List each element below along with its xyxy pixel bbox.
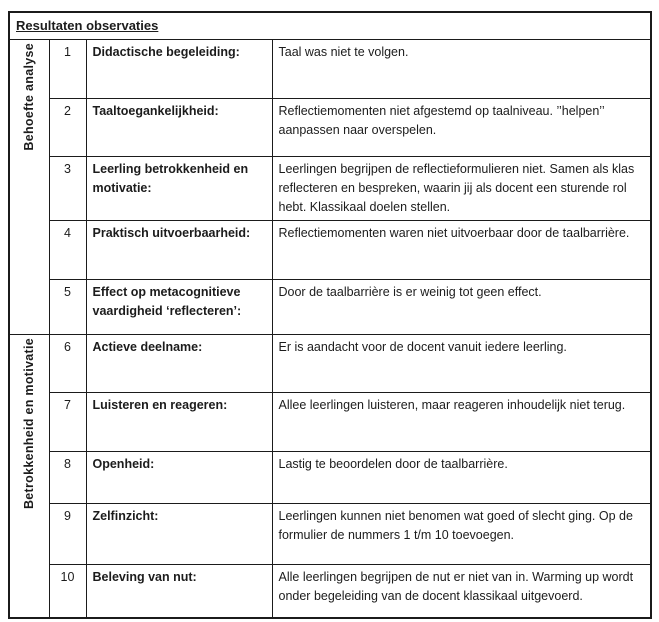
row-number: 1 <box>49 40 86 99</box>
row-label: Leerling betrokkenheid en motivatie: <box>86 157 272 221</box>
row-number: 4 <box>49 221 86 280</box>
row-label: Beleving van nut: <box>86 565 272 618</box>
row-description: Leerlingen begrijpen de reflectieformulieren niet. Samen als klas reflecteren en bespreken, waarin jij als docent een sturende rol hebt. Klassikaal doelen stellen. <box>272 157 651 221</box>
row-description: Door de taalbarrière is er weinig tot geen effect. <box>272 280 651 335</box>
row-description: Lastig te beoordelen door de taalbarrière. <box>272 452 651 504</box>
row-label: Zelfinzicht: <box>86 504 272 565</box>
section-label-cell-betrokkenheid-en-motivatie <box>9 335 49 618</box>
row-description: Reflectiemomenten niet afgestemd op taalniveau. ’’helpen’’ aanpassen naar overspelen. <box>272 99 651 157</box>
table-row <box>9 565 651 618</box>
table-row <box>9 335 651 393</box>
row-label: Taaltoegankelijkheid: <box>86 99 272 157</box>
row-description: Alle leerlingen begrijpen de nut er niet van in. Warming up wordt onder begeleiding van de docent klassikaal uitgevoerd. <box>272 565 651 618</box>
section-label-behoefte-analyse: Behoefte analyse <box>21 43 36 151</box>
row-label: Praktisch uitvoerbaarheid: <box>86 221 272 280</box>
table-row <box>9 393 651 452</box>
row-number: 8 <box>49 452 86 504</box>
row-label: Effect op metacognitieve vaardigheid ‘reflecteren’: <box>86 280 272 335</box>
row-description: Reflectiemomenten waren niet uitvoerbaar door de taalbarrière. <box>272 221 651 280</box>
row-label: Luisteren en reageren: <box>86 393 272 452</box>
row-description: Er is aandacht voor de docent vanuit iedere leerling. <box>272 335 651 393</box>
observations-table <box>8 11 652 619</box>
table-title: Resultaten observaties <box>16 18 159 33</box>
section-label-cell-behoefte-analyse <box>9 40 49 335</box>
table-row <box>9 504 651 565</box>
row-description: Leerlingen kunnen niet benomen wat goed of slecht ging. Op de formulier de nummers 1 t/m 10 toevoegen. <box>272 504 651 565</box>
row-number: 7 <box>49 393 86 452</box>
table-row <box>9 157 651 221</box>
table-row <box>9 99 651 157</box>
row-number: 3 <box>49 157 86 221</box>
table-header-row <box>9 12 651 40</box>
section-label-betrokkenheid-en-motivatie: Betrokkenheid en motivatie <box>21 338 36 510</box>
table-row <box>9 221 651 280</box>
table-row <box>9 452 651 504</box>
row-number: 5 <box>49 280 86 335</box>
row-number: 6 <box>49 335 86 393</box>
table-row <box>9 40 651 99</box>
row-number: 10 <box>49 565 86 618</box>
table-row <box>9 280 651 335</box>
table-title-cell <box>9 12 651 40</box>
row-description: Allee leerlingen luisteren, maar reageren inhoudelijk niet terug. <box>272 393 651 452</box>
row-label: Openheid: <box>86 452 272 504</box>
row-number: 2 <box>49 99 86 157</box>
row-description: Taal was niet te volgen. <box>272 40 651 99</box>
row-label: Didactische begeleiding: <box>86 40 272 99</box>
row-label: Actieve deelname: <box>86 335 272 393</box>
row-number: 9 <box>49 504 86 565</box>
